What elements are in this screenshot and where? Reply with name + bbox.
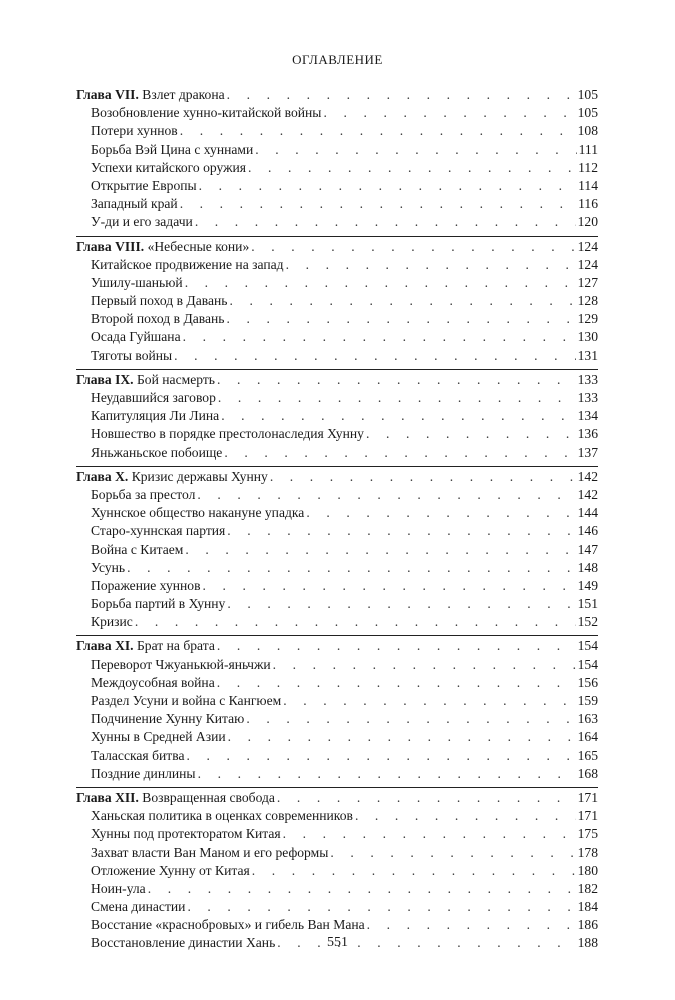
toc-entry[interactable] — [76, 328, 598, 346]
entry-page-number: 171 — [577, 808, 598, 824]
toc-entry[interactable] — [76, 674, 598, 692]
entry-title: Ноин-ула — [91, 880, 146, 896]
dot-leader — [227, 522, 575, 540]
chapter-number: Глава VIII. — [76, 238, 145, 254]
entry-page-number: 134 — [577, 408, 598, 424]
entry-title: Возобновление хунно-китайской войны — [91, 105, 322, 121]
dot-leader — [252, 862, 576, 880]
entry-title: Неудавшийся заговор — [91, 390, 216, 405]
toc-entry[interactable] — [76, 389, 598, 407]
dot-leader — [270, 468, 576, 486]
toc-entry[interactable] — [76, 844, 598, 862]
entry-title: Усунь — [91, 559, 126, 575]
entry-page-number: 147 — [577, 541, 598, 557]
entry-title: Второй поход в Давань — [91, 311, 225, 327]
entry-page-number: 182 — [577, 880, 598, 896]
entry-page-number: 165 — [577, 747, 598, 763]
dot-leader — [187, 747, 576, 765]
entry-title: Открытие Европы — [91, 177, 197, 193]
chapter-title — [76, 637, 215, 655]
dot-leader — [283, 825, 576, 843]
entry-page-number: 114 — [578, 177, 598, 193]
dot-leader — [183, 328, 576, 346]
dot-leader — [283, 692, 575, 710]
page-number: 551 — [327, 935, 348, 950]
entry-title: Борьба за престол — [91, 486, 196, 502]
chapter-title — [76, 468, 268, 486]
dot-leader — [227, 595, 575, 613]
chapter-number: Глава XI. — [76, 638, 134, 654]
entry-title: Тяготы войны — [91, 347, 173, 363]
toc-entry[interactable] — [76, 880, 598, 898]
chapter-name: Бой насмерть — [133, 371, 216, 387]
toc-entry[interactable] — [76, 195, 598, 213]
toc-entry[interactable] — [76, 656, 598, 674]
dot-leader — [227, 310, 576, 328]
entry-title: Отложение Хунну от Китая — [91, 862, 250, 878]
entry-page-number: 105 — [577, 105, 598, 121]
entry-title: Захват власти Ван Маном и его реформы — [91, 844, 329, 860]
dot-leader — [229, 292, 575, 310]
dot-leader — [277, 789, 576, 807]
toc-entry[interactable] — [76, 486, 598, 504]
entry-title: Старо-хуннская партия — [91, 523, 226, 539]
entry-title: Хуннское общество накануне упадка — [91, 505, 305, 521]
chapter-block — [76, 369, 598, 462]
toc-entry[interactable] — [76, 692, 598, 710]
chapter-heading[interactable] — [76, 789, 598, 807]
chapter-page-number: 124 — [577, 238, 598, 254]
entry-page-number: 133 — [577, 390, 598, 405]
toc-entry[interactable] — [76, 595, 598, 613]
entry-title: Переворот Чжуанькюй-яньчжи — [91, 656, 271, 672]
entry-page-number: 178 — [577, 844, 598, 860]
toc-entry[interactable] — [76, 504, 598, 522]
toc-entry[interactable] — [76, 122, 598, 140]
toc-entry[interactable] — [76, 577, 598, 595]
toc-entry[interactable] — [76, 825, 598, 843]
chapter-name: Брат на брата — [133, 638, 215, 654]
chapter-block — [76, 635, 598, 783]
chapter-page-number: 154 — [577, 638, 598, 654]
toc-entry[interactable] — [76, 213, 598, 231]
dot-leader — [221, 407, 575, 425]
entry-page-number: 180 — [577, 862, 598, 878]
chapter-block — [76, 86, 598, 232]
entry-title: Подчинение Хунну Китаю — [91, 711, 245, 727]
entry-page-number: 111 — [578, 141, 598, 157]
entry-page-number: 124 — [577, 256, 598, 272]
entry-title: Западный край — [91, 196, 178, 212]
entry-title: Раздел Усуни и война с Кангюем — [91, 693, 282, 708]
dot-leader — [366, 425, 576, 443]
page-title: ОГЛАВЛЕНИЕ — [292, 52, 383, 67]
toc-entry[interactable] — [76, 274, 598, 292]
dot-leader — [224, 444, 575, 462]
toc-entry[interactable] — [76, 407, 598, 425]
toc-entry[interactable] — [76, 522, 598, 540]
entry-title: Восстание «краснобровых» и гибель Ван Мана — [91, 917, 365, 933]
toc-entry[interactable] — [76, 292, 598, 310]
chapter-name: Возвращенная свобода — [138, 789, 275, 805]
entry-page-number: 136 — [577, 426, 598, 442]
dot-leader — [330, 844, 575, 862]
entry-title: Первый поход в Давань — [91, 293, 228, 309]
entry-page-number: 186 — [577, 917, 598, 933]
chapter-page-number: 133 — [577, 371, 598, 387]
entry-title: Новшество в порядке престолонаследия Хунну — [91, 426, 364, 442]
chapter-number: Глава IX. — [76, 371, 134, 387]
entry-title: Война с Китаем — [91, 541, 184, 557]
chapter-title — [76, 238, 249, 256]
toc-entry[interactable] — [76, 541, 598, 559]
entry-title: Борьба партий в Хунну — [91, 596, 226, 612]
dot-leader — [217, 371, 576, 389]
chapter-number: Глава VII. — [76, 87, 139, 102]
entry-title: Хунны в Средней Азии — [91, 729, 226, 745]
entry-page-number: 142 — [577, 486, 598, 502]
entry-page-number: 120 — [577, 214, 598, 230]
entry-title: Кризис — [91, 614, 133, 630]
dot-leader — [248, 159, 576, 177]
dot-leader — [197, 486, 575, 504]
dot-leader — [227, 86, 576, 104]
toc-entry[interactable] — [76, 177, 598, 195]
chapter-title — [76, 86, 225, 104]
entry-title: Ханьская политика в оценках современников — [91, 808, 353, 824]
chapter-title — [76, 789, 275, 807]
toc-entry[interactable] — [76, 613, 598, 631]
entry-page-number: 154 — [577, 656, 598, 672]
entry-page-number: 137 — [577, 444, 598, 460]
toc-entry[interactable] — [76, 256, 598, 274]
chapter-name: Кризис державы Хунну — [128, 468, 268, 484]
toc-entry[interactable] — [76, 425, 598, 443]
dot-leader — [251, 238, 575, 256]
dot-leader — [286, 256, 576, 274]
entry-page-number: 148 — [577, 559, 598, 575]
dot-leader — [195, 213, 576, 231]
entry-page-number: 156 — [577, 674, 598, 690]
toc-entry[interactable] — [76, 747, 598, 765]
dot-leader — [180, 122, 576, 140]
table-of-contents — [76, 86, 598, 955]
chapter-page-number: 171 — [577, 789, 598, 805]
entry-title: Потери хуннов — [91, 123, 178, 139]
chapter-heading[interactable] — [76, 371, 598, 389]
toc-entry[interactable] — [76, 916, 598, 934]
dot-leader — [218, 389, 576, 407]
entry-title: Восстановление династии Хань — [91, 935, 276, 951]
chapter-heading[interactable] — [76, 238, 598, 256]
entry-page-number: 159 — [577, 693, 598, 708]
chapter-block — [76, 466, 598, 632]
entry-title: Хунны под протекторатом Китая — [91, 826, 281, 842]
dot-leader — [203, 577, 576, 595]
dot-leader — [148, 880, 576, 898]
toc-entry[interactable] — [76, 898, 598, 916]
toc-entry[interactable] — [76, 141, 598, 159]
toc-entry[interactable] — [76, 710, 598, 728]
chapter-name: «Небесные кони» — [144, 238, 250, 254]
chapter-heading[interactable] — [76, 86, 598, 104]
entry-page-number: 108 — [577, 123, 598, 139]
entry-title: Борьба Вэй Цина с хуннами — [91, 141, 254, 157]
dot-leader — [323, 104, 575, 122]
entry-page-number: 144 — [577, 505, 598, 521]
entry-page-number: 128 — [577, 293, 598, 309]
toc-entry[interactable] — [76, 104, 598, 122]
toc-entry[interactable] — [76, 159, 598, 177]
entry-title: Успехи китайского оружия — [91, 159, 247, 175]
entry-page-number: 152 — [577, 614, 598, 630]
entry-page-number: 184 — [577, 899, 598, 915]
toc-entry[interactable] — [76, 310, 598, 328]
chapter-page-number: 105 — [577, 87, 598, 102]
entry-page-number: 168 — [577, 765, 598, 781]
entry-page-number: 116 — [578, 196, 598, 212]
entry-title: У-ди и его задачи — [91, 214, 193, 230]
entry-page-number: 164 — [577, 729, 598, 745]
chapter-number: Глава XII. — [76, 789, 139, 805]
entry-page-number: 149 — [577, 577, 598, 593]
toc-entry[interactable] — [76, 765, 598, 783]
entry-title: Поражение хуннов — [91, 577, 201, 593]
entry-page-number: 188 — [577, 935, 598, 951]
entry-title: Капитуляция Ли Лина — [91, 408, 220, 424]
chapter-number: Глава X. — [76, 468, 129, 484]
dot-leader — [198, 765, 576, 783]
dot-leader — [185, 541, 575, 559]
chapter-title — [76, 371, 215, 389]
dot-leader — [174, 347, 575, 365]
entry-page-number: 112 — [578, 159, 598, 175]
entry-page-number: 163 — [577, 711, 598, 727]
chapter-heading[interactable] — [76, 637, 598, 655]
toc-entry[interactable] — [76, 807, 598, 825]
dot-leader — [217, 637, 576, 655]
dot-leader — [228, 728, 576, 746]
toc-entry[interactable] — [76, 444, 598, 462]
entry-title: Ушилу-шаньюй — [91, 274, 183, 290]
chapter-block — [76, 236, 598, 365]
entry-page-number: 131 — [577, 347, 598, 363]
dot-leader — [306, 504, 575, 522]
dot-leader — [367, 916, 576, 934]
dot-leader — [187, 898, 575, 916]
toc-entry[interactable] — [76, 862, 598, 880]
entry-title: Поздние динлины — [91, 765, 196, 781]
toc-entry[interactable] — [76, 347, 598, 365]
entry-page-number: 146 — [577, 523, 598, 539]
dot-leader — [246, 710, 575, 728]
entry-title: Смена династии — [91, 899, 186, 915]
dot-leader — [355, 807, 576, 825]
entry-page-number: 127 — [577, 274, 598, 290]
entry-title: Осада Гуйшана — [91, 329, 181, 345]
dot-leader — [199, 177, 576, 195]
dot-leader — [217, 674, 576, 692]
chapter-heading[interactable] — [76, 468, 598, 486]
dot-leader — [273, 656, 576, 674]
chapter-name: Взлет дракона — [138, 87, 225, 102]
chapter-block — [76, 787, 598, 953]
dot-leader — [135, 613, 576, 631]
dot-leader — [127, 559, 575, 577]
entry-page-number: 151 — [577, 596, 598, 612]
dot-leader — [185, 274, 576, 292]
dot-leader — [180, 195, 576, 213]
toc-entry[interactable] — [76, 728, 598, 746]
toc-entry[interactable] — [76, 559, 598, 577]
entry-title: Междоусобная война — [91, 674, 215, 690]
entry-title: Таласская битва — [91, 747, 185, 763]
dot-leader — [255, 141, 576, 159]
chapter-page-number: 142 — [577, 468, 598, 484]
entry-page-number: 129 — [577, 311, 598, 327]
entry-page-number: 130 — [577, 329, 598, 345]
entry-title: Яньжаньское побоище — [91, 444, 223, 460]
entry-page-number: 175 — [577, 826, 598, 842]
entry-title: Китайское продвижение на запад — [91, 256, 284, 272]
